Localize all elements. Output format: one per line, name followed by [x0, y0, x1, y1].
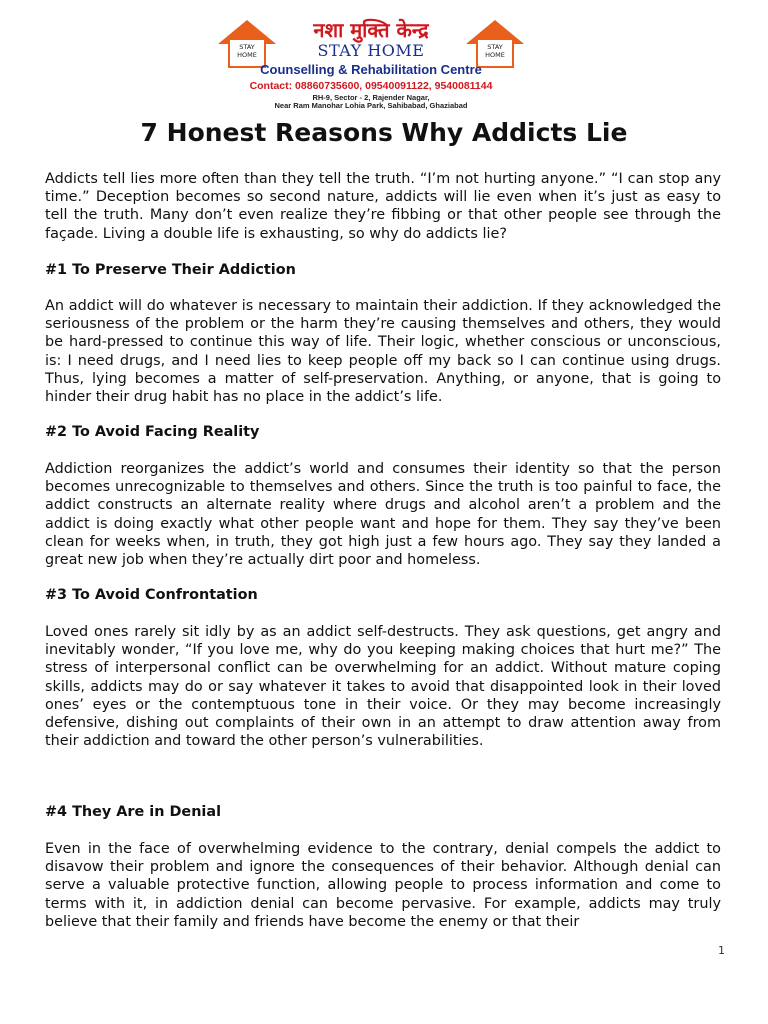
banner-subtitle: Counselling & Rehabilitation Centre — [260, 62, 482, 77]
section-heading: #2 To Avoid Facing Reality — [45, 424, 260, 440]
house-logo-label: STAY HOME — [476, 40, 514, 68]
banner-address-line1: RH-9, Sector - 2, Rajender Nagar, — [312, 93, 430, 102]
banner-hindi-title: नशा मुक्ति केन्द्र — [313, 18, 429, 42]
banner-contact: Contact: 08860735600, 09540091122, 9540081144 — [249, 80, 493, 92]
section-heading: #1 To Preserve Their Addiction — [45, 262, 296, 278]
section-body: Addiction reorganizes the addict’s world and consumes their identity so that the person becomes unrecognizable to themselves and others. Since the truth is too painful to face, the addict constructs an alternate reality where drugs and alcohol aren’t a problem and the addict is doing exactly what other people want and hope for them. They say they’ve been clean for weeks when, in truth, they got high just a few hours ago. They say they landed a great new job when they’re actually dirt poor and homeless. — [45, 461, 721, 569]
section-heading: #4 They Are in Denial — [45, 804, 222, 820]
section-body: Loved ones rarely sit idly by as an addict self-destructs. They ask questions, get angry and inevitably wonder, “If you love me, why do you keeping making choices that hurt me?” The stress of interpersonal conflict can be overwhelming for an addict. Without mature coping skills, addicts may do or say whatever it takes to avoid that disappointed look in their loved ones’ eyes or the contemptuous tone in their voice. Or they may become increasingly defensive, dishing out complaints of their own in an attempt to draw attention away from their addiction and toward the other person’s vulnerabilities. — [45, 624, 721, 750]
header-banner — [214, 16, 528, 108]
banner-address-line2: Near Ram Manohar Lohia Park, Sahibabad, Ghaziabad — [274, 101, 468, 110]
document-title: 7 Honest Reasons Why Addicts Lie — [140, 118, 628, 147]
intro-paragraph: Addicts tell lies more often than they tell the truth. “I’m not hurting anyone.” “I can stop any time.” Deception becomes so second nature, addicts will lie even when it’s just as easy to tell the truth. Many don’t even realize they’re fibbing or that other people see through the façade. Living a double life is exhausting, so why do addicts lie? — [45, 171, 721, 242]
section-body: Even in the face of overwhelming evidence to the contrary, denial compels the addict to disavow their problem and ignore the consequences of their behavior. Although denial can serve a valuable protective function, allowing people to process information and come to terms with it, in addiction denial can become pervasive. For example, addicts may truly believe that their family and friends have become the enemy or that their — [45, 841, 721, 930]
house-logo-label: STAY HOME — [228, 40, 266, 68]
banner-centre-name: STAY HOME — [317, 41, 425, 60]
page-number: 1 — [718, 944, 725, 957]
section-heading: #3 To Avoid Confrontation — [45, 587, 258, 603]
section-body: An addict will do whatever is necessary to maintain their addiction. If they acknowledged the seriousness of the problem or the harm they’re causing themselves and others, they would be hard-pressed to continue this way of life. Their logic, whether conscious or unconscious, is: I need drugs, and I need lies to keep people off my back so I can continue using drugs. Thus, lying becomes a matter of self-preservation. Anything, or anyone, that is going to hinder their drug habit has no place in the addict’s life. — [45, 298, 721, 406]
